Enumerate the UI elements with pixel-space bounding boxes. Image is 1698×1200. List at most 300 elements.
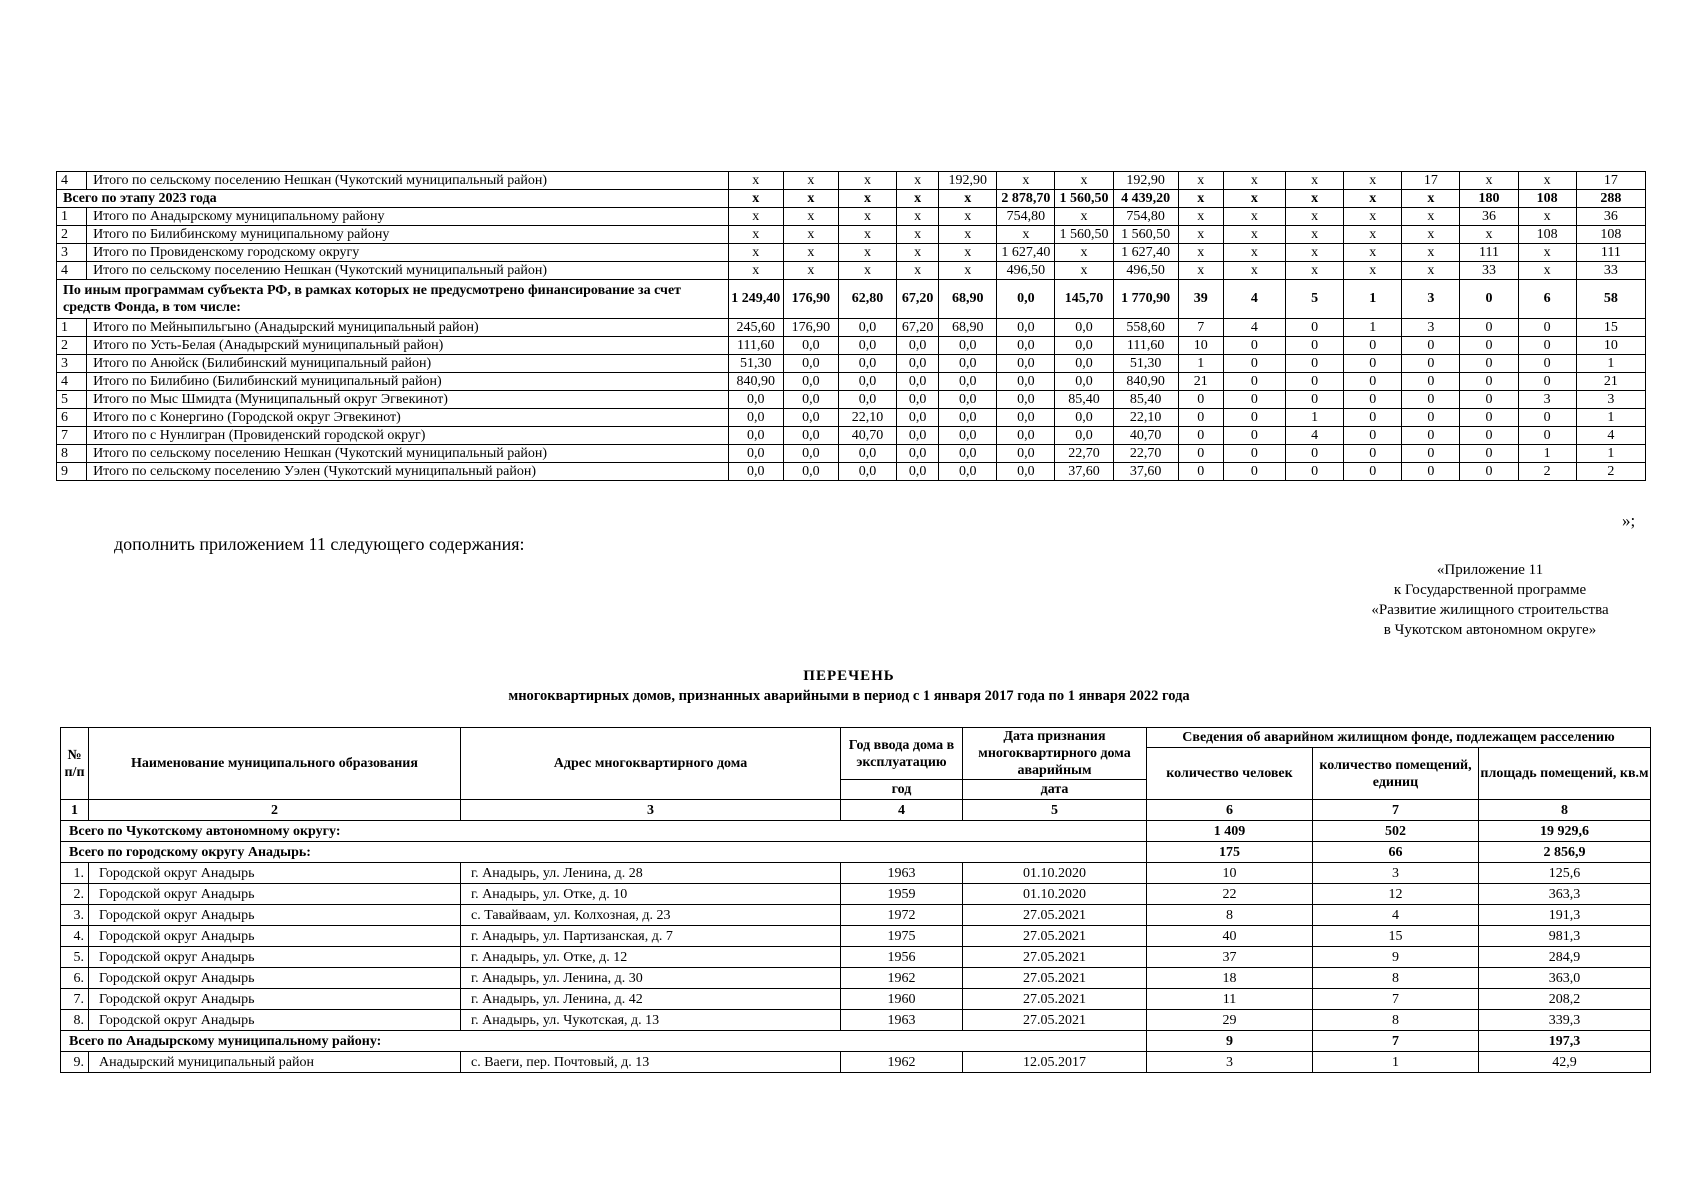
row-label: Итого по Билибино (Билибинский муниципальный район)	[87, 373, 729, 391]
value-cell: 0,0	[939, 355, 997, 373]
row-number: 4.	[61, 926, 89, 947]
header-people: количество человек	[1147, 748, 1313, 800]
value-cell: 1	[1518, 445, 1576, 463]
value-cell: х	[783, 172, 838, 190]
value-cell: 108	[1518, 226, 1576, 244]
value-cell: 558,60	[1113, 319, 1178, 337]
recognition-date: 27.05.2021	[963, 926, 1147, 947]
value-cell: 0	[1178, 427, 1223, 445]
value-cell: 0,0	[997, 280, 1055, 319]
value-cell: х	[838, 172, 896, 190]
people-count: 37	[1147, 947, 1313, 968]
value-cell: х	[1286, 244, 1344, 262]
value-cell: 0,0	[838, 373, 896, 391]
value-cell: 1	[1344, 319, 1402, 337]
value-cell: х	[1223, 262, 1285, 280]
header-area: площадь помещений, кв.м	[1479, 748, 1651, 800]
value-cell: 1 249,40	[728, 280, 783, 319]
value-cell: 0,0	[728, 391, 783, 409]
table-row	[61, 926, 1651, 947]
value-cell: 51,30	[728, 355, 783, 373]
row-label: Итого по Усть-Белая (Анадырский муниципальный район)	[87, 337, 729, 355]
row-number: 3	[57, 244, 87, 262]
row-label: Итого по Анюйск (Билибинский муниципальный район)	[87, 355, 729, 373]
value-cell: 0,0	[939, 463, 997, 481]
row-label: Итого по сельскому поселению Уэлен (Чукотский муниципальный район)	[87, 463, 729, 481]
value-cell: 15	[1576, 319, 1645, 337]
value-cell: х	[1223, 244, 1285, 262]
value-cell: 0,0	[897, 355, 939, 373]
value-cell: 0	[1344, 445, 1402, 463]
table-row	[61, 968, 1651, 989]
value-cell: 180	[1460, 190, 1518, 208]
table-row	[57, 445, 1646, 463]
value-cell: 108	[1518, 190, 1576, 208]
value-cell: 840,90	[1113, 373, 1178, 391]
value-cell: 21	[1576, 373, 1645, 391]
value-cell: 0	[1460, 445, 1518, 463]
value-cell: 62,80	[838, 280, 896, 319]
column-number: 1	[61, 800, 89, 821]
value-cell: 0	[1344, 391, 1402, 409]
row-label: Итого по с Конергино (Городской округ Эгвекинот)	[87, 409, 729, 427]
row-number: 8.	[61, 1010, 89, 1031]
value-cell: 0	[1460, 373, 1518, 391]
value-cell: х	[1178, 226, 1223, 244]
value-cell: х	[1178, 244, 1223, 262]
row-number: 4	[57, 373, 87, 391]
value-cell: 0,0	[939, 445, 997, 463]
value-cell: 0,0	[997, 427, 1055, 445]
year-built: 1963	[841, 1010, 963, 1031]
value-cell: 3	[1576, 391, 1645, 409]
value-cell: 0	[1178, 391, 1223, 409]
value-cell: 0	[1518, 427, 1576, 445]
table-row	[57, 391, 1646, 409]
value-cell: 0	[1460, 427, 1518, 445]
value-cell: х	[783, 244, 838, 262]
recognition-date: 27.05.2021	[963, 989, 1147, 1010]
value-cell: х	[728, 244, 783, 262]
total-label: Всего по Чукотскому автономному округу:	[61, 821, 1147, 842]
value-cell: х	[1055, 208, 1113, 226]
row-label: Всего по этапу 2023 года	[57, 190, 729, 208]
value-cell: х	[1518, 172, 1576, 190]
value-cell: 68,90	[939, 280, 997, 319]
value-cell: 0,0	[997, 409, 1055, 427]
value-cell: х	[897, 172, 939, 190]
year-built: 1972	[841, 905, 963, 926]
value-cell: 1	[1576, 355, 1645, 373]
value-cell: 5	[1286, 280, 1344, 319]
premises-area: 208,2	[1479, 989, 1651, 1010]
row-label: Итого по Мыс Шмидта (Муниципальный округ Эгвекинот)	[87, 391, 729, 409]
total-row	[61, 842, 1651, 863]
value-cell: х	[728, 190, 783, 208]
value-cell: 0,0	[897, 391, 939, 409]
emergency-housing-table	[60, 727, 1651, 1073]
value-cell: х	[1055, 244, 1113, 262]
house-address: с. Ваеги, пер. Почтовый, д. 13	[461, 1052, 841, 1073]
value-cell: 2	[1576, 463, 1645, 481]
value-cell: 0,0	[838, 445, 896, 463]
value-cell: 0	[1178, 463, 1223, 481]
value-cell: 111,60	[1113, 337, 1178, 355]
value-cell: 17	[1402, 172, 1460, 190]
municipality-name: Городской округ Анадырь	[89, 926, 461, 947]
value-cell: 22,70	[1113, 445, 1178, 463]
value-cell: 0	[1344, 355, 1402, 373]
value-cell: 0	[1223, 373, 1285, 391]
value-cell: 58	[1576, 280, 1645, 319]
value-cell: х	[783, 262, 838, 280]
row-number: 6	[57, 409, 87, 427]
value-cell: х	[1286, 172, 1344, 190]
value-cell: 0	[1286, 391, 1344, 409]
value-cell: х	[1178, 262, 1223, 280]
value-cell: 192,90	[939, 172, 997, 190]
year-built: 1963	[841, 863, 963, 884]
row-number: 2	[57, 226, 87, 244]
premises-area: 191,3	[1479, 905, 1651, 926]
value-cell: 0	[1344, 337, 1402, 355]
value-cell: х	[897, 226, 939, 244]
row-number: 1.	[61, 863, 89, 884]
value-cell: 111	[1576, 244, 1645, 262]
value-cell: х	[1402, 190, 1460, 208]
value-cell: 0	[1460, 319, 1518, 337]
value-cell: 0,0	[1055, 409, 1113, 427]
value-cell: 754,80	[1113, 208, 1178, 226]
value-cell: х	[1344, 262, 1402, 280]
table-row	[57, 319, 1646, 337]
row-number: 2	[57, 337, 87, 355]
value-cell: х	[1344, 208, 1402, 226]
value-cell: 0,0	[939, 427, 997, 445]
value-cell: 0,0	[838, 319, 896, 337]
value-cell: 145,70	[1055, 280, 1113, 319]
value-cell: 0,0	[939, 337, 997, 355]
value-cell: 0	[1402, 463, 1460, 481]
value-cell: 496,50	[997, 262, 1055, 280]
closing-mark: »;	[1622, 511, 1636, 530]
value-cell: х	[1518, 262, 1576, 280]
value-cell: 0,0	[939, 391, 997, 409]
premises-area: 197,3	[1479, 1031, 1651, 1052]
value-cell: х	[997, 226, 1055, 244]
value-cell: х	[1055, 172, 1113, 190]
value-cell: 0,0	[783, 337, 838, 355]
value-cell: 0,0	[997, 355, 1055, 373]
value-cell: х	[1460, 172, 1518, 190]
table-row	[57, 172, 1646, 190]
value-cell: 0,0	[997, 337, 1055, 355]
table-row	[57, 244, 1646, 262]
value-cell: х	[1223, 226, 1285, 244]
row-number: 5	[57, 391, 87, 409]
recognition-date: 12.05.2017	[963, 1052, 1147, 1073]
value-cell: 0,0	[1055, 319, 1113, 337]
value-cell: 37,60	[1113, 463, 1178, 481]
value-cell: х	[1344, 226, 1402, 244]
value-cell: х	[1286, 190, 1344, 208]
value-cell: 40,70	[838, 427, 896, 445]
value-cell: 0	[1460, 280, 1518, 319]
value-cell: х	[1402, 244, 1460, 262]
table-row	[57, 337, 1646, 355]
value-cell: 33	[1576, 262, 1645, 280]
municipality-name: Городской округ Анадырь	[89, 863, 461, 884]
row-number: 9	[57, 463, 87, 481]
value-cell: 4	[1223, 280, 1285, 319]
value-cell: 1 627,40	[997, 244, 1055, 262]
value-cell: 0,0	[997, 319, 1055, 337]
value-cell: 1 627,40	[1113, 244, 1178, 262]
value-cell: 288	[1576, 190, 1645, 208]
value-cell: 111	[1460, 244, 1518, 262]
value-cell: 0,0	[783, 463, 838, 481]
value-cell: 2 878,70	[997, 190, 1055, 208]
value-cell: х	[838, 244, 896, 262]
recognition-date: 27.05.2021	[963, 968, 1147, 989]
value-cell: 0,0	[1055, 427, 1113, 445]
year-built: 1956	[841, 947, 963, 968]
table-row	[57, 262, 1646, 280]
value-cell: 0,0	[897, 409, 939, 427]
value-cell: х	[838, 208, 896, 226]
column-numbers-row	[61, 800, 1651, 821]
house-address: г. Анадырь, ул. Отке, д. 12	[461, 947, 841, 968]
row-label: По иным программам субъекта РФ, в рамках которых не предусмотрено финансирование за счет средств Фонда, в том числе:	[57, 280, 729, 319]
value-cell: 0,0	[1055, 337, 1113, 355]
row-number: 1	[57, 208, 87, 226]
value-cell: 0	[1344, 409, 1402, 427]
value-cell: х	[1223, 190, 1285, 208]
premises-area: 2 856,9	[1479, 842, 1651, 863]
row-label: Итого по сельскому поселению Нешкан (Чукотский муниципальный район)	[87, 262, 729, 280]
premises-count: 12	[1313, 884, 1479, 905]
value-cell: 4 439,20	[1113, 190, 1178, 208]
value-cell: х	[1286, 262, 1344, 280]
value-cell: 0	[1344, 427, 1402, 445]
value-cell: 36	[1460, 208, 1518, 226]
table-row	[57, 208, 1646, 226]
premises-count: 4	[1313, 905, 1479, 926]
house-address: г. Анадырь, ул. Партизанская, д. 7	[461, 926, 841, 947]
value-cell: 0,0	[728, 409, 783, 427]
value-cell: 0	[1460, 337, 1518, 355]
row-number: 1	[57, 319, 87, 337]
value-cell: 0,0	[897, 463, 939, 481]
value-cell: х	[897, 208, 939, 226]
municipality-name: Городской округ Анадырь	[89, 884, 461, 905]
premises-count: 7	[1313, 1031, 1479, 1052]
value-cell: х	[838, 190, 896, 208]
value-cell: х	[1055, 262, 1113, 280]
total-label: Всего по городскому округу Анадырь:	[61, 842, 1147, 863]
value-cell: 0	[1223, 337, 1285, 355]
value-cell: 0	[1286, 355, 1344, 373]
value-cell: х	[1518, 208, 1576, 226]
row-number: 2.	[61, 884, 89, 905]
year-built: 1959	[841, 884, 963, 905]
row-number: 7.	[61, 989, 89, 1010]
recognition-date: 01.10.2020	[963, 863, 1147, 884]
value-cell: 0	[1402, 337, 1460, 355]
document-title: ПЕРЕЧЕНЬ	[803, 668, 895, 684]
house-address: г. Анадырь, ул. Ленина, д. 30	[461, 968, 841, 989]
table-row	[61, 863, 1651, 884]
value-cell: х	[939, 226, 997, 244]
row-label: Итого по Анадырскому муниципальному району	[87, 208, 729, 226]
header-year-built: Год ввода дома в эксплуатацию	[841, 728, 963, 780]
premises-area: 981,3	[1479, 926, 1651, 947]
appendix-line: «Приложение 11	[1436, 562, 1544, 578]
value-cell: 0	[1286, 463, 1344, 481]
recognition-date: 27.05.2021	[963, 1010, 1147, 1031]
value-cell: х	[838, 226, 896, 244]
table-row	[61, 905, 1651, 926]
value-cell: 0	[1460, 391, 1518, 409]
value-cell: 0	[1518, 373, 1576, 391]
value-cell: 840,90	[728, 373, 783, 391]
value-cell: х	[1460, 226, 1518, 244]
value-cell: 0,0	[1055, 373, 1113, 391]
value-cell: 4	[1576, 427, 1645, 445]
row-number: 9.	[61, 1052, 89, 1073]
value-cell: х	[1178, 190, 1223, 208]
document-subtitle: многоквартирных домов, признанных аварийными в период с 1 января 2017 года по 1 января 2022 года	[508, 688, 1190, 704]
value-cell: 0	[1460, 355, 1518, 373]
value-cell: 0	[1402, 391, 1460, 409]
row-label: Итого по Билибинскому муниципальному району	[87, 226, 729, 244]
people-count: 175	[1147, 842, 1313, 863]
appendix-header	[1300, 560, 1680, 640]
table-row	[61, 884, 1651, 905]
value-cell: х	[1402, 208, 1460, 226]
row-number: 5.	[61, 947, 89, 968]
value-cell: 1	[1286, 409, 1344, 427]
people-count: 8	[1147, 905, 1313, 926]
value-cell: 85,40	[1113, 391, 1178, 409]
value-cell: 192,90	[1113, 172, 1178, 190]
value-cell: 0	[1518, 319, 1576, 337]
value-cell: 0	[1286, 373, 1344, 391]
value-cell: 0,0	[838, 463, 896, 481]
premises-area: 42,9	[1479, 1052, 1651, 1073]
value-cell: 0	[1178, 445, 1223, 463]
column-number: 2	[89, 800, 461, 821]
premises-area: 284,9	[1479, 947, 1651, 968]
intro-text: дополнить приложением 11 следующего содержания:	[114, 534, 525, 554]
value-cell: 0	[1223, 409, 1285, 427]
value-cell: 0	[1402, 355, 1460, 373]
header-no: № п/п	[61, 728, 89, 800]
value-cell: 0	[1286, 319, 1344, 337]
column-number: 5	[963, 800, 1147, 821]
house-address: г. Анадырь, ул. Ленина, д. 42	[461, 989, 841, 1010]
value-cell: 0,0	[897, 445, 939, 463]
year-built: 1975	[841, 926, 963, 947]
row-number: 4	[57, 172, 87, 190]
total-row	[61, 821, 1651, 842]
value-cell: х	[728, 262, 783, 280]
municipality-name: Городской округ Анадырь	[89, 947, 461, 968]
premises-count: 3	[1313, 863, 1479, 884]
value-cell: 108	[1576, 226, 1645, 244]
value-cell: 0,0	[838, 391, 896, 409]
value-cell: 0	[1460, 409, 1518, 427]
people-count: 10	[1147, 863, 1313, 884]
recognition-date: 01.10.2020	[963, 884, 1147, 905]
value-cell: 496,50	[1113, 262, 1178, 280]
column-number: 7	[1313, 800, 1479, 821]
value-cell: 0	[1223, 463, 1285, 481]
table-row	[57, 226, 1646, 244]
value-cell: 176,90	[783, 280, 838, 319]
table-row	[57, 373, 1646, 391]
value-cell: 37,60	[1055, 463, 1113, 481]
value-cell: 33	[1460, 262, 1518, 280]
value-cell: х	[939, 190, 997, 208]
value-cell: х	[939, 244, 997, 262]
row-label: Итого по Провиденскому городскому округу	[87, 244, 729, 262]
value-cell: 0	[1286, 337, 1344, 355]
value-cell: х	[897, 190, 939, 208]
value-cell: х	[939, 262, 997, 280]
table-row	[57, 355, 1646, 373]
value-cell: 0	[1402, 373, 1460, 391]
value-cell: 0,0	[997, 391, 1055, 409]
value-cell: 1	[1576, 409, 1645, 427]
value-cell: х	[1286, 208, 1344, 226]
value-cell: х	[897, 262, 939, 280]
municipality-name: Городской округ Анадырь	[89, 1010, 461, 1031]
value-cell: 0,0	[997, 463, 1055, 481]
value-cell: х	[1223, 172, 1285, 190]
value-cell: 0	[1402, 427, 1460, 445]
value-cell: х	[1344, 244, 1402, 262]
premises-area: 363,3	[1479, 884, 1651, 905]
value-cell: 0,0	[838, 355, 896, 373]
value-cell: х	[939, 208, 997, 226]
value-cell: 0,0	[783, 391, 838, 409]
value-cell: 22,70	[1055, 445, 1113, 463]
value-cell: 3	[1402, 280, 1460, 319]
header-recognition-date: Дата признания многоквартирного дома аварийным	[963, 728, 1147, 780]
table-row	[57, 190, 1646, 208]
table-row	[61, 1010, 1651, 1031]
value-cell: х	[783, 226, 838, 244]
premises-area: 339,3	[1479, 1010, 1651, 1031]
value-cell: х	[783, 208, 838, 226]
value-cell: 111,60	[728, 337, 783, 355]
value-cell: 51,30	[1113, 355, 1178, 373]
value-cell: х	[728, 226, 783, 244]
value-cell: 0,0	[838, 337, 896, 355]
people-count: 22	[1147, 884, 1313, 905]
value-cell: 245,60	[728, 319, 783, 337]
value-cell: 17	[1576, 172, 1645, 190]
value-cell: х	[1178, 208, 1223, 226]
value-cell: 0,0	[1055, 355, 1113, 373]
value-cell: 0	[1223, 355, 1285, 373]
program-summary-table	[56, 171, 1646, 481]
value-cell: 7	[1178, 319, 1223, 337]
value-cell: 67,20	[897, 319, 939, 337]
value-cell: 0	[1518, 409, 1576, 427]
value-cell: х	[1178, 172, 1223, 190]
